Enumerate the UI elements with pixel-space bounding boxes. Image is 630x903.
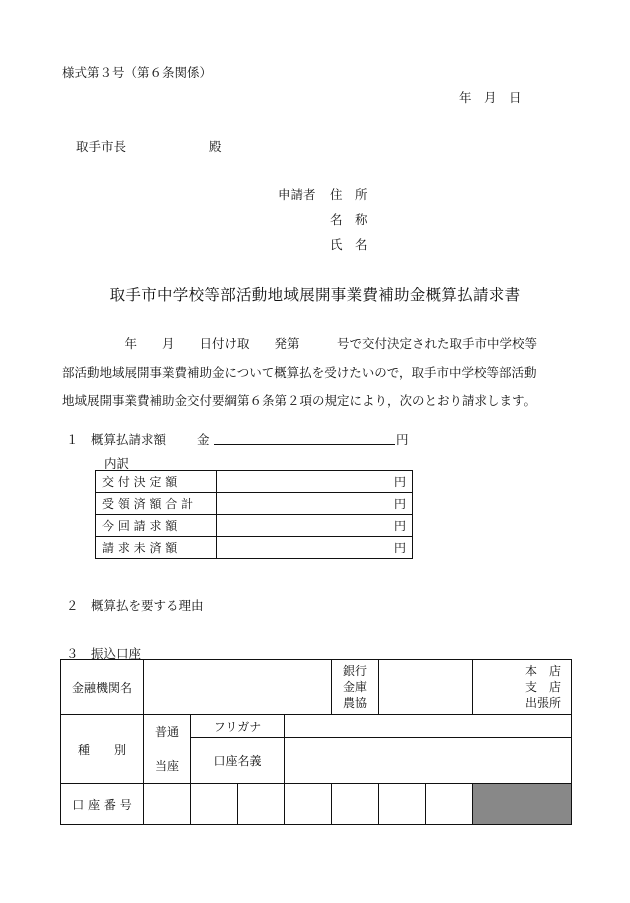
- account-type-options[interactable]: [144, 715, 191, 784]
- body-line-1: 年 月 日付け取 発第 号で交付決定された取手市中学校等: [62, 336, 538, 351]
- amount-field[interactable]: [214, 444, 395, 445]
- body-line-3: 地域展開事業費補助金交付要綱第６条第２項の規定により，次のとおり請求します。: [62, 393, 537, 408]
- branch-type-option: 出張所: [524, 696, 561, 710]
- table-row: [96, 537, 413, 559]
- shaded-cell: [473, 784, 572, 825]
- account-digit-cell[interactable]: [191, 784, 238, 825]
- bank-type-option: 金庫: [342, 680, 367, 694]
- branch-name-field[interactable]: [379, 660, 473, 715]
- table-row: [61, 784, 572, 825]
- account-digit-cell[interactable]: [332, 784, 379, 825]
- applicant-label: 申請者: [278, 187, 316, 202]
- branch-type-option: 支 店: [524, 680, 561, 694]
- table-row: [61, 715, 572, 738]
- account-type-futsu[interactable]: 普通: [154, 725, 179, 739]
- section1-heading: １ 概算払請求額: [66, 432, 167, 447]
- breakdown-row-value[interactable]: 円: [217, 537, 413, 559]
- section3-heading: ３ 振込口座: [66, 646, 142, 661]
- bank-type-option: 農協: [342, 696, 367, 710]
- bank-type-option: 銀行: [342, 664, 367, 678]
- account-type-toza[interactable]: 当座: [154, 759, 179, 773]
- table-row: [96, 493, 413, 515]
- honorific: 殿: [209, 139, 222, 154]
- holder-label: 口座名義: [191, 738, 285, 784]
- account-digit-cell[interactable]: [144, 784, 191, 825]
- applicant-address-label: 住 所: [330, 187, 368, 202]
- bank-account-table: [60, 659, 572, 825]
- account-number-label: 口 座 番 号: [61, 784, 144, 825]
- branch-type-options: [473, 660, 572, 715]
- bank-name-label: 金融機関名: [61, 660, 144, 715]
- account-digit-cell[interactable]: [238, 784, 285, 825]
- applicant-org-label: 名 称: [330, 212, 368, 227]
- date-line: 年 月 日: [459, 90, 522, 105]
- bank-name-field[interactable]: [144, 660, 332, 715]
- account-digit-cell[interactable]: [426, 784, 473, 825]
- body-line-2: 部活動地域展開事業費補助金について概算払を受けたいので，取手市中学校等部活動: [62, 364, 537, 380]
- table-row: [96, 471, 413, 493]
- account-digit-cell[interactable]: [379, 784, 426, 825]
- account-digit-cell[interactable]: [285, 784, 332, 825]
- breakdown-row-value[interactable]: 円: [217, 471, 413, 493]
- branch-type-option: 本 店: [524, 664, 561, 678]
- breakdown-row-label: 今 回 請 求 額: [96, 515, 217, 537]
- breakdown-row-value[interactable]: 円: [217, 493, 413, 515]
- table-row: [96, 515, 413, 537]
- document-title: 取手市中学校等部活動地域展開事業費補助金概算払請求書: [109, 286, 521, 304]
- applicant-name-label: 氏 名: [330, 237, 368, 252]
- breakdown-row-value[interactable]: 円: [217, 515, 413, 537]
- furigana-field[interactable]: [285, 715, 572, 738]
- breakdown-row-label: 受 領 済 額 合 計: [96, 493, 217, 515]
- breakdown-row-label: 請 求 未 済 額: [96, 537, 217, 559]
- furigana-label: フリガナ: [191, 715, 285, 738]
- amount-prefix: 金: [197, 432, 210, 447]
- form-number: 様式第３号（第６条関係）: [62, 65, 213, 80]
- bank-type-options: [332, 660, 379, 715]
- holder-field[interactable]: [285, 738, 572, 784]
- request-body: [62, 330, 582, 416]
- table-row: [61, 660, 572, 715]
- breakdown-label: 内訳: [104, 456, 130, 471]
- breakdown-table: [95, 470, 413, 559]
- account-type-label: 種 別: [61, 715, 144, 784]
- breakdown-row-label: 交 付 決 定 額: [96, 471, 217, 493]
- addressee: 取手市長: [76, 139, 127, 154]
- section2-heading: ２ 概算払を要する理由: [66, 598, 204, 613]
- amount-unit: 円: [396, 432, 409, 447]
